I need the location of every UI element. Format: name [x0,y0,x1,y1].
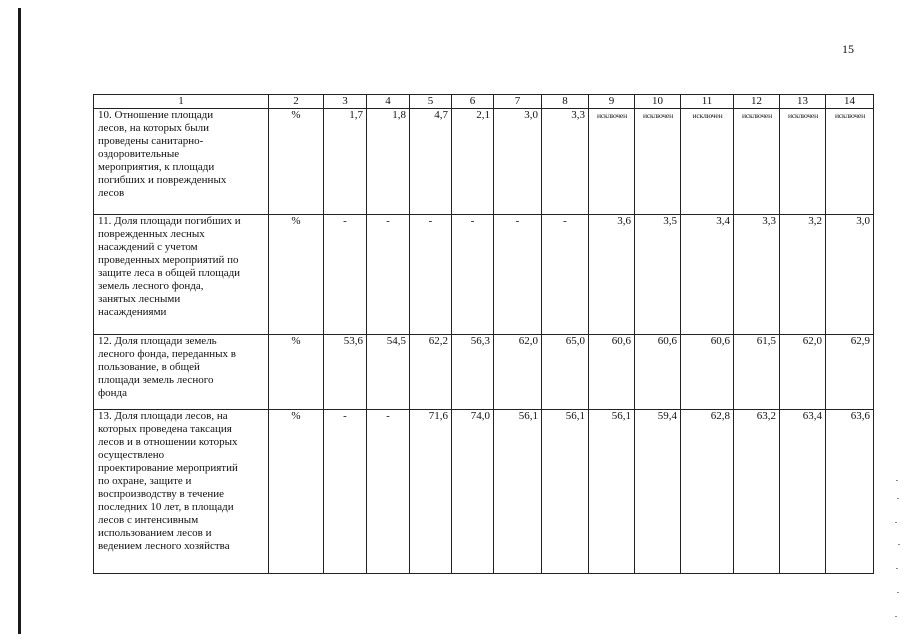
table-row [94,335,874,410]
table-row [94,410,874,574]
indicators-table [93,94,874,574]
value-cell: 3,3 [734,215,780,335]
value-cell: 59,4 [635,410,681,574]
unit-cell: % [269,109,324,215]
value-cell: исключен [681,109,734,215]
value-cell: 71,6 [410,410,452,574]
column-header-10: 10 [635,95,681,109]
value-cell: - [367,410,410,574]
value-cell: 62,0 [494,335,542,410]
column-header-11: 11 [681,95,734,109]
value-cell: - [367,215,410,335]
value-cell: 3,5 [635,215,681,335]
value-cell: - [494,215,542,335]
value-cell: 62,2 [410,335,452,410]
column-header-7: 7 [494,95,542,109]
column-header-8: 8 [542,95,589,109]
value-cell: 60,6 [681,335,734,410]
value-cell: 63,6 [826,410,874,574]
value-cell: - [324,215,367,335]
value-cell: исключен [589,109,635,215]
column-header-1: 1 [94,95,269,109]
value-cell: 56,1 [494,410,542,574]
value-cell: 2,1 [452,109,494,215]
unit-cell: % [269,215,324,335]
value-cell: - [324,410,367,574]
unit-cell: % [269,410,324,574]
indicator-name-cell: 13. Доля площади лесов, на которых проведена таксация лесов и в отношении которых осуществлено проектирование мероприятий по охране, защите и воспроизводству в течение последних 10 лет, в площади лесов с интенсивным использованием лесов и ведением лесного хозяйства [94,410,269,574]
column-header-4: 4 [367,95,410,109]
value-cell: - [452,215,494,335]
indicator-name-cell: 12. Доля площади земель лесного фонда, переданных в пользование, в общей площади земель лесного фонда [94,335,269,410]
value-cell: 3,0 [826,215,874,335]
value-cell: исключен [635,109,681,215]
column-header-14: 14 [826,95,874,109]
value-cell: 62,8 [681,410,734,574]
table-row [94,215,874,335]
value-cell: 4,7 [410,109,452,215]
left-margin-bar [18,8,21,634]
value-cell: 56,1 [542,410,589,574]
value-cell: 62,0 [780,335,826,410]
value-cell: 3,2 [780,215,826,335]
unit-cell: % [269,335,324,410]
table-body [94,109,874,574]
value-cell: 3,0 [494,109,542,215]
value-cell: - [410,215,452,335]
value-cell: 53,6 [324,335,367,410]
value-cell: 65,0 [542,335,589,410]
value-cell: 1,8 [367,109,410,215]
value-cell: 1,7 [324,109,367,215]
value-cell: 60,6 [589,335,635,410]
value-cell: 3,4 [681,215,734,335]
column-header-2: 2 [269,95,324,109]
value-cell: 3,6 [589,215,635,335]
value-cell: - [542,215,589,335]
value-cell: 63,2 [734,410,780,574]
table-header-row [94,95,874,109]
value-cell: 74,0 [452,410,494,574]
column-header-6: 6 [452,95,494,109]
value-cell: 56,1 [589,410,635,574]
value-cell: 54,5 [367,335,410,410]
column-header-3: 3 [324,95,367,109]
column-header-9: 9 [589,95,635,109]
value-cell: исключен [780,109,826,215]
value-cell: 3,3 [542,109,589,215]
page-number: 15 [842,42,854,56]
column-header-5: 5 [410,95,452,109]
indicator-name-cell: 11. Доля площади погибших и поврежденных лесных насаждений с учетом проведенных мероприятий по защите леса в общей площади земель лесного фонда, занятых лесными насаждениями [94,215,269,335]
column-header-12: 12 [734,95,780,109]
value-cell: исключен [734,109,780,215]
value-cell: исключен [826,109,874,215]
column-header-13: 13 [780,95,826,109]
edge-specks [894,470,904,630]
table-row [94,109,874,215]
value-cell: 56,3 [452,335,494,410]
indicator-name-cell: 10. Отношение площади лесов, на которых были проведены санитарно- оздоровительные мероприятия, к площади погибших и поврежденных лесов [94,109,269,215]
value-cell: 60,6 [635,335,681,410]
value-cell: 61,5 [734,335,780,410]
value-cell: 63,4 [780,410,826,574]
value-cell: 62,9 [826,335,874,410]
